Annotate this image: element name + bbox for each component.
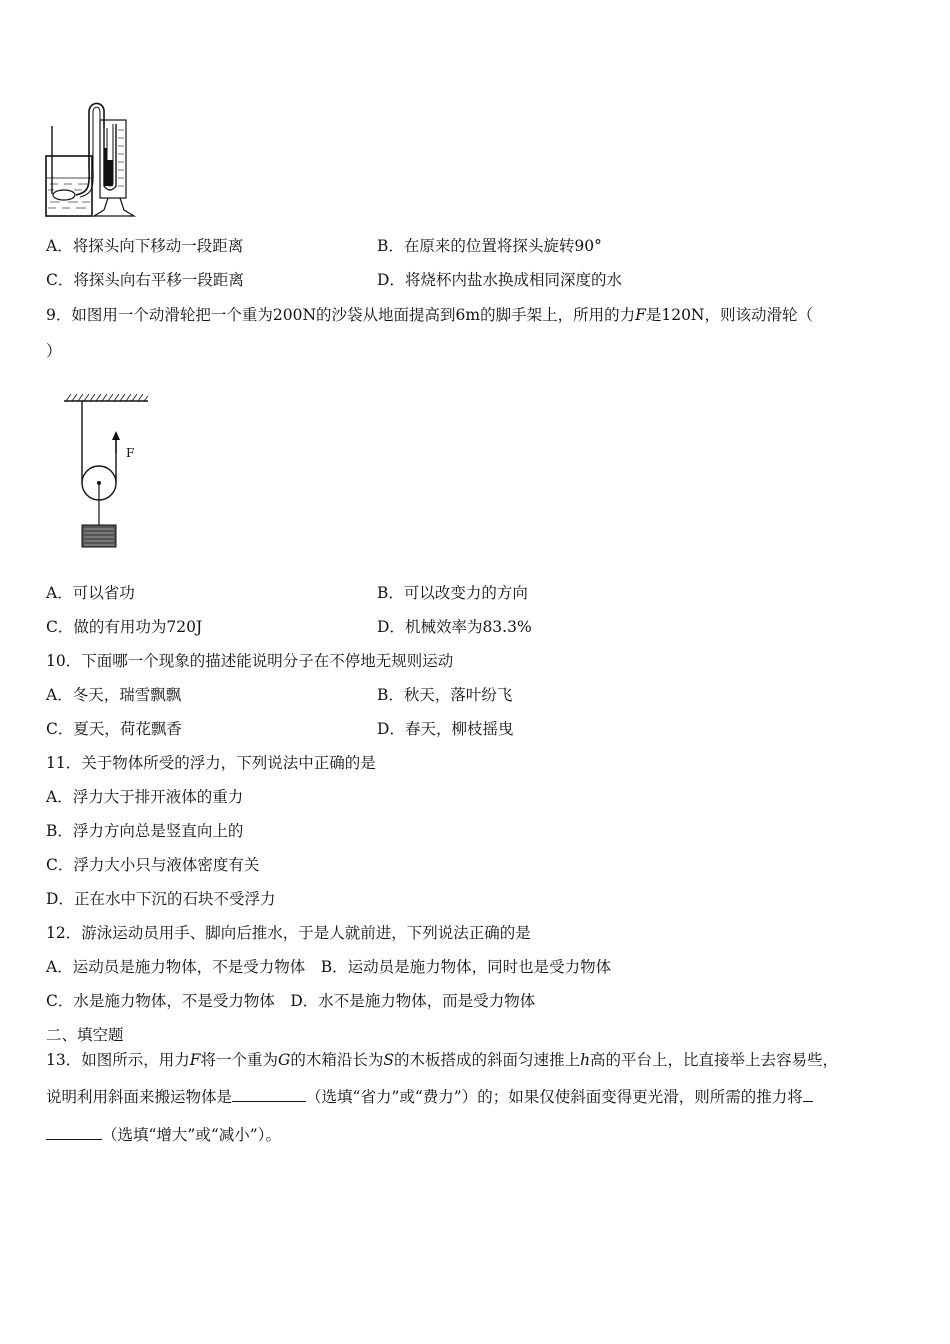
q13-line3: （选填“增大”或“减小”）。 (46, 1125, 281, 1145)
q10-stem: 10．下面哪一个现象的描述能说明分子在不停地无规则运动 (46, 652, 454, 670)
answer-blank-1[interactable] (232, 1087, 306, 1102)
q9-option-a: A．可以省功 (46, 584, 135, 602)
answer-blank-2[interactable] (803, 1087, 813, 1102)
q12-stem: 12．游泳运动员用手、脚向后推水，于是人就前进，下列说法正确的是 (46, 924, 531, 942)
q13-line2: 说明利用斜面来搬运物体是 （选填“省力”或“费力”）的；如果仅使斜面变得更光滑，则所需的推力将 (46, 1087, 813, 1107)
q9-stem: 9．如图用一个动滑轮把一个重为200N的沙袋从地面提高到6m的脚手架上，所用的力F是120N，则该动滑轮（ (46, 306, 813, 324)
q11-option-a: A．浮力大于排开液体的重力 (46, 788, 244, 806)
q10-option-a: A．冬天，瑞雪飘飘 (46, 686, 182, 704)
q12-options-row2: C．水是施力物体，不是受力物体 D．水不是施力物体，而是受力物体 (46, 992, 536, 1010)
q8-option-b: B．在原来的位置将探头旋转90° (377, 237, 602, 255)
q11-option-c: C．浮力大小只与液体密度有关 (46, 856, 260, 874)
section-heading: 二、填空题 (46, 1026, 124, 1044)
manometer-figure (44, 98, 136, 220)
q11-stem: 11．关于物体所受的浮力，下列说法中正确的是 (46, 754, 376, 772)
pulley-force-label: F (126, 446, 135, 460)
q9-option-c: C．做的有用功为720J (46, 618, 203, 636)
q12-options-row1: A．运动员是施力物体，不是受力物体 B．运动员是施力物体，同时也是受力物体 (46, 958, 612, 976)
q10-option-c: C．夏天，荷花飘香 (46, 720, 182, 738)
pulley-figure (60, 393, 150, 553)
q10-option-b: B．秋天，落叶纷飞 (377, 686, 513, 704)
q8-option-d: D．将烧杯内盐水换成相同深度的水 (377, 271, 622, 289)
q11-option-d: D．正在水中下沉的石块不受浮力 (46, 890, 276, 908)
q8-option-c: C．将探头向右平移一段距离 (46, 271, 244, 289)
q11-option-b: B．浮力方向总是竖直向上的 (46, 822, 244, 840)
q8-option-a: A．将探头向下移动一段距离 (46, 237, 244, 255)
answer-blank-2-cont[interactable] (46, 1125, 102, 1140)
q13-line1: 13．如图所示，用力F将一个重为G的木箱沿长为S的木板搭成的斜面匀速推上h高的平台上，比直接举上去容易些， (46, 1051, 839, 1069)
q9-stem-close: ） (46, 342, 62, 360)
q10-option-d: D．春天，柳枝摇曳 (377, 720, 514, 738)
q9-option-d: D．机械效率为83.3% (377, 618, 532, 636)
q9-option-b: B．可以改变力的方向 (377, 584, 528, 602)
